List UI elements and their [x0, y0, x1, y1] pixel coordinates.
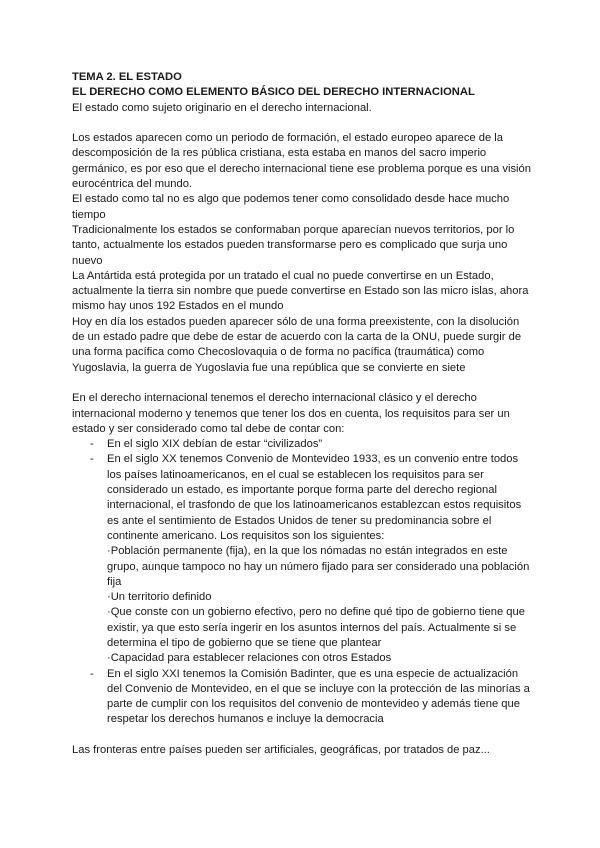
requirement-item: ·Un territorio definido	[107, 591, 212, 604]
spacer	[72, 376, 532, 391]
intro-paragraph: El estado como sujeto originario en el derecho internacional.	[72, 101, 372, 114]
paragraph: Las fronteras entre países pueden ser artificiales, geográficas, por tratados de paz...	[72, 744, 490, 757]
paragraph: En el derecho internacional tenemos el derecho internacional clásico y el derecho internacional moderno y tenemos que tener los dos en cuenta, los requisitos para ser un estado y ser considerado como tal debe de contar con:	[72, 392, 510, 435]
list-item-text: En el siglo XX tenemos Convenio de Montevideo 1933, es un convenio entre todos los países latinoamericanos, en el cual se establecen los requisitos para ser considerado un estado, es importante porque forma parte del derecho regional internacional, el trasfondo de que los latinoamericanos establezcan estos requisitos es ante el sentimiento de Estados Unidos de tener su predominancia sobre el continente americano. Los requisitos son los siguientes:	[107, 453, 522, 542]
paragraph: El estado como tal no es algo que podemos tener como consolidado desde hace mucho tiempo	[72, 193, 510, 221]
section-title: EL DERECHO COMO ELEMENTO BÁSICO DEL DERECHO INTERNACIONAL	[72, 86, 475, 99]
requirement-item: ·Capacidad para establecer relaciones con otros Estados	[107, 652, 392, 665]
list-item	[72, 667, 532, 728]
spacer	[72, 728, 532, 743]
requirements-list	[72, 437, 532, 728]
spacer	[72, 116, 532, 131]
paragraph: Los estados aparecen como un periodo de formación, el estado europeo aparece de la descomposición de la res pública cristiana, esta estaba en manos del sacro imperio germánico, es por eso que el derecho internacional tiene ese problema porque es una visión eurocéntrica del mundo.	[72, 132, 531, 191]
paragraph: Hoy en día los estados pueden aparecer sólo de una forma preexistente, con la disolución de un estado padre que debe de estar de acuerdo con la carta de la ONU, puede surgir de una forma pacífica como Checoslovaquia o de forma no pacífica (traumática) como Yugoslavia, la guerra de Yugoslavia fue una república que se convierte en siete	[72, 315, 522, 374]
paragraph: Tradicionalmente los estados se conformaban porque aparecían nuevos territorios, por lo tanto, actualmente los estados pueden transformarse pero es complicado que surja uno nuevo	[72, 223, 515, 267]
list-item-text: En el siglo XIX debían de estar “civilizados”	[107, 438, 323, 451]
requirement-item: ·Que conste con un gobierno efectivo, pero no define qué tipo de gobierno tiene que existir, ya que esto sería ingerir en los asuntos internos del país. Actualmente si se determina el tipo de gobierno que se tiene que plantear	[107, 606, 525, 649]
requirement-item: ·Población permanente (fija), en la que los nómadas no están integrados en este grupo, aunque tampoco no hay un número fijado para ser considerado una población fija	[107, 545, 530, 588]
document-page	[72, 70, 532, 758]
paragraph: La Antártida está protegida por un tratado el cual no puede convertirse en un Estado, actualmente la tierra sin nombre que puede convertirse en Estado son las micro islas, ahora mismo hay unos 192 Estados en el mundo	[72, 269, 529, 313]
topic-title: TEMA 2. EL ESTADO	[72, 71, 182, 83]
list-item-text: En el siglo XXI tenemos la Comisión Badinter, que es una especie de actualización del Convenio de Montevideo, en el que se incluye con la protección de las minorías a parte de cumplir con los requisitos del convenio de montevideo y además tiene que respetar los derechos humanos e incluye la democracia	[107, 667, 530, 726]
list-item	[72, 437, 532, 452]
list-item	[72, 452, 532, 666]
